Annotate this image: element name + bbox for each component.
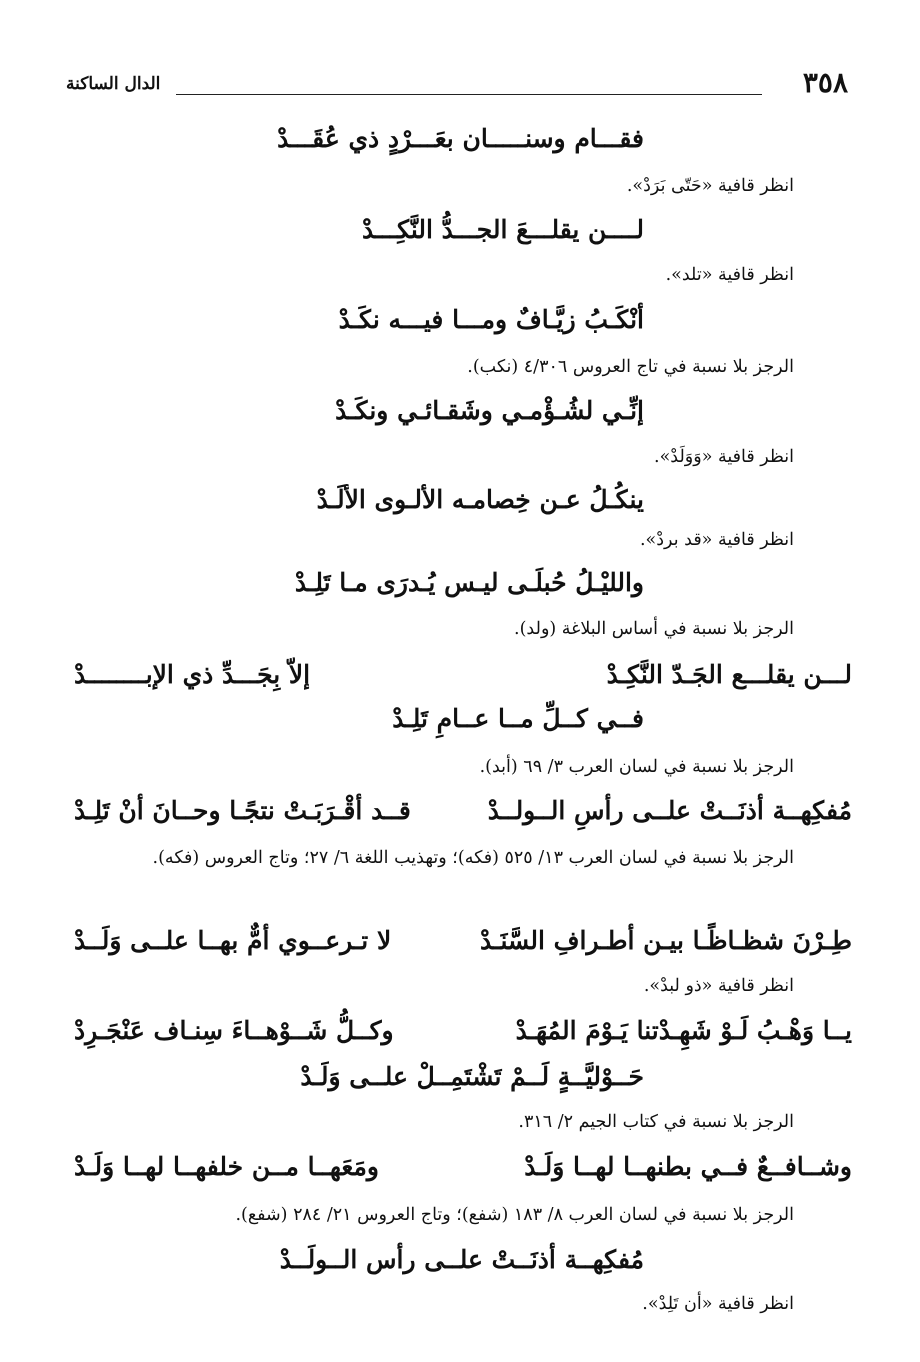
verse-hemistich-left: إلاّ بِجَـــدِّ ذي الإبــــــــدْ bbox=[74, 660, 311, 689]
verse-hemistich-left: قــد أقْـرَبَـتْ نتجًـا وحــانَ أنْ تَلِـدْ bbox=[74, 796, 411, 825]
verse-line: حَــوْليَّــةٍ لَــمْ تَشْتَمِــلْ علــى وَلَـدْ bbox=[300, 1062, 644, 1091]
verse-hemistich-right: يــا وَهْـبُ لَـوْ شَهِـدْتنا يَـوْمَ المُهَـدْ bbox=[515, 1016, 852, 1045]
verse-line: مُفكِهــة أذنَــتْ علــى رأس الــولَــدْ bbox=[279, 1245, 644, 1274]
verse-hemistich-left: ومَعَهــا مــن خلفهــا لهــا وَلَـدْ bbox=[74, 1152, 379, 1181]
page-header bbox=[66, 66, 854, 106]
footnote: الرجز بلا نسبة في كتاب الجيم ٢/ ٣١٦. bbox=[518, 1112, 794, 1132]
verse-line: إنِّـي لشُـؤْمـي وشَقـائـي ونكَـدْ bbox=[335, 396, 644, 425]
footnote: انظر قافية «وَوَلَدْ». bbox=[654, 447, 794, 467]
footnote: انظر قافية «قد بردْ». bbox=[639, 530, 794, 550]
page-number: ٣٥٨ bbox=[802, 66, 848, 99]
footnote: الرجز بلا نسبة في لسان العرب ٨/ ١٨٣ (شفع)؛ وتاج العروس ٢١/ ٢٨٤ (شفع). bbox=[235, 1205, 794, 1225]
footnote: انظر قافية «ذو لبدْ». bbox=[643, 976, 794, 996]
footnote: انظر قافية «حَتّى بَرَدْ». bbox=[626, 176, 794, 196]
running-title: الدال الساكنة bbox=[66, 74, 161, 94]
footnote: الرجز بلا نسبة في لسان العرب ١٣/ ٥٢٥ (فكه)؛ وتهذيب اللغة ٦/ ٢٧؛ وتاج العروس (فكه). bbox=[152, 848, 794, 868]
verse-hemistich-left: وكــلُّ شَــوْهــاءَ سِنـاف عَنْجَـرِدْ bbox=[74, 1016, 394, 1045]
footnote: الرجز بلا نسبة في لسان العرب ٣/ ٦٩ (أبد). bbox=[479, 757, 794, 777]
footnote: الرجز بلا نسبة في أساس البلاغة (ولد). bbox=[514, 619, 794, 639]
verse-hemistich-right: لـــن يقلـــع الجَـدّ النَّكِـدْ bbox=[606, 660, 852, 689]
verse-hemistich-right: مُفكِهــة أذنَــتْ علــى رأسِ الــولــدْ bbox=[487, 796, 852, 825]
footnote: انظر قافية «تلد». bbox=[665, 265, 794, 285]
verse-hemistich-right: طِـرْنَ شظـاظًـا بيـن أطـرافِ السَّنَـدْ bbox=[480, 926, 852, 955]
verse-line: فقـــام وسنـــــان بعَـــرْدٍ ذي عُقَـــدْ bbox=[277, 124, 644, 153]
footnote: انظر قافية «أن تَلِدْ». bbox=[642, 1294, 794, 1314]
verse-line: فــي كــلِّ مــا عــامِ تَلِـدْ bbox=[392, 704, 644, 733]
header-rule bbox=[176, 94, 762, 95]
verse-line: لــــن يقلـــعَ الجـــدُّ النَّكِـــدْ bbox=[361, 215, 644, 244]
footnote: الرجز بلا نسبة في تاج العروس ٤/٣٠٦ (نكب). bbox=[467, 357, 794, 377]
verse-line: والليْـلُ حُبلَـى ليـس يُـدرَى مـا تَلِـدْ bbox=[294, 568, 644, 597]
verse-line: أنْكَـبُ زيَّـافٌ ومـــا فيـــه نكَـدْ bbox=[338, 305, 644, 334]
verse-line: ينكُـلُ عـن خِصامـه الألـوى الألَـدْ bbox=[316, 485, 644, 514]
verse-hemistich-left: لا تـرعــوي أمٌّ بهــا علــى وَلَــدْ bbox=[74, 926, 392, 955]
verse-hemistich-right: وشــافــعٌ فــي بطنهــا لهــا وَلَـدْ bbox=[524, 1152, 852, 1181]
